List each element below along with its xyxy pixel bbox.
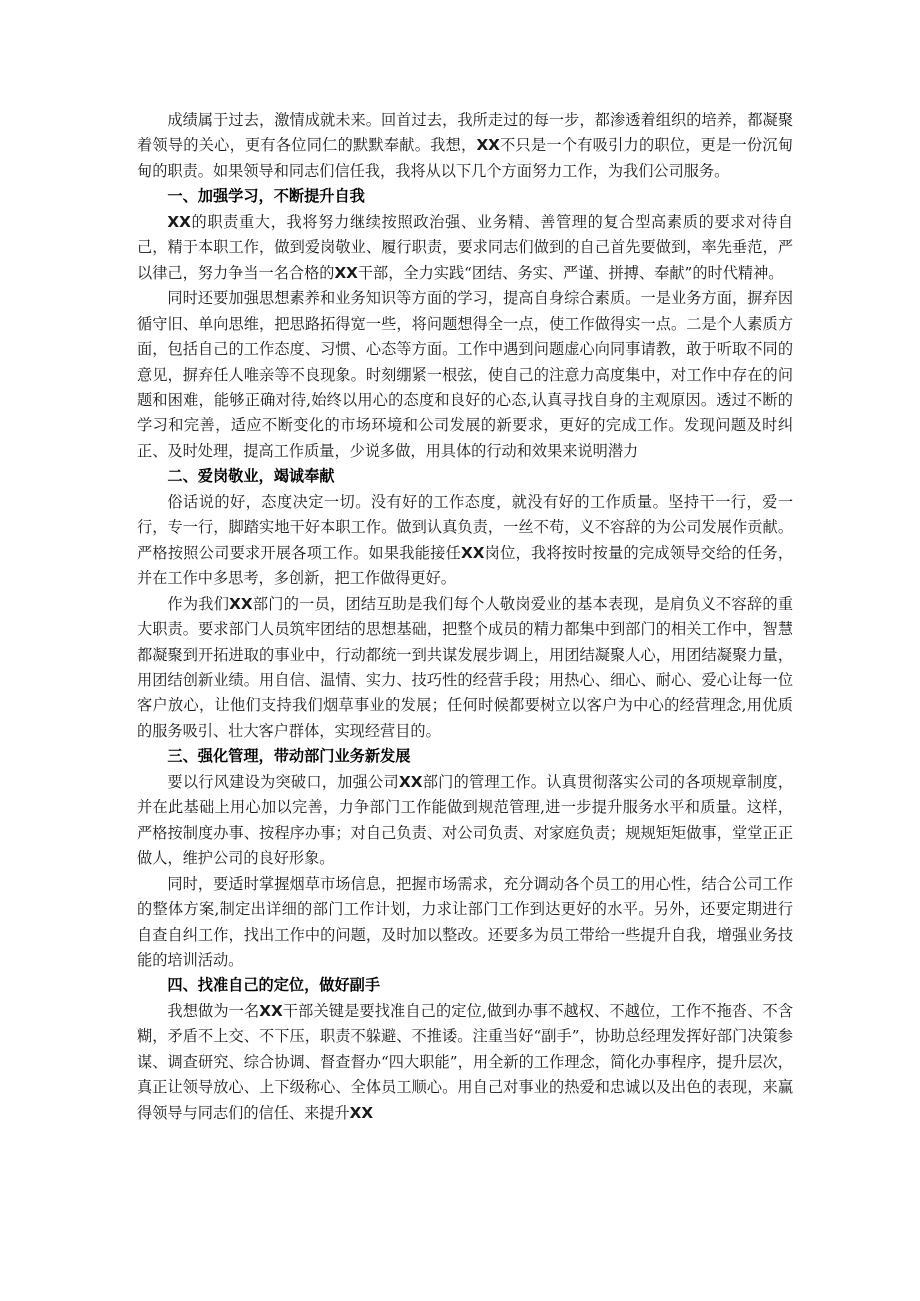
section-heading: 三、强化管理，带动部门业务新发展 bbox=[167, 747, 411, 766]
paragraph: 作为我们XX部门的一员，团结互助是我们每个人敬岗爱业的基本表现，是肩负义不容辞的重大职责。要求部门人员筑牢团结的思想基础，把整个成员的精力都集中到部门的相关工作中，智慧都凝聚到开拓进取的事业中，行动都统一到共谋发展步调上，用团结凝聚人心，用团结凝聚力量，用团结创新业绩。用自信、温情、实力、技巧性的经营手段；用热心、细心、耐心、爱心让每一位客户放心，让他们支持我们烟草事业的发展；任何时候都要树立以客户为中心的经营理念,用优质的服务吸引、壮大客户群体，实现经营目的。 bbox=[137, 594, 794, 740]
placeholder-xx: XX bbox=[399, 772, 423, 791]
placeholder-xx: XX bbox=[461, 543, 485, 562]
placeholder-xx: XX bbox=[334, 263, 358, 282]
section-heading: 一、加强学习，不断提升自我 bbox=[167, 187, 365, 206]
placeholder-xx: XX bbox=[229, 594, 253, 613]
document-body bbox=[137, 108, 793, 1126]
section-heading: 四、找准自己的定位，做好副手 bbox=[167, 976, 381, 995]
paragraph: 要以行风建设为突破口，加强公司XX部门的管理工作。认真贯彻落实公司的各项规章制度，并在此基础上用心加以完善，力争部门工作能做到规范管理,进一步提升服务水平和质量。这样，严格按制度办事、按程序办事；对自己负责、对公司负责、对家庭负责；规规矩矩做事，堂堂正正做人，维护公司的良好形象。 bbox=[137, 772, 794, 868]
placeholder-xx: XX bbox=[167, 212, 191, 231]
paragraph: 我想做为一名XX干部关键是要找准自己的定位,做到办事不越权、不越位，工作不拖沓、不含糊，矛盾不上交、不下压，职责不躲避、不推诿。注重当好“副手”，协助总经理发挥好部门决策参谋、调查研究、综合协调、督查督办“四大职能”，用全新的工作理念，简化办事程序，提升层次，真正让领导放心、上下级称心、全体员工顺心。用自己对事业的热爱和忠诚以及出色的表现，来赢得领导与同志们的信任、来提升XX bbox=[137, 1001, 794, 1122]
placeholder-xx: XX bbox=[349, 1103, 374, 1122]
paragraph: 俗话说的好，态度决定一切。没有好的工作态度，就没有好的工作质量。坚持干一行，爱一行，专一行，脚踏实地干好本职工作。做到认真负责，一丝不苟，义不容辞的为公司发展作贡献。严格按照公司要求开展各项工作。如果我能接任XX岗位，我将按时按量的完成领导交给的任务，并在工作中多思考，多创新，把工作做得更好。 bbox=[137, 492, 794, 588]
placeholder-xx: XX bbox=[259, 1001, 283, 1020]
section-heading: 二、爱岗敬业，竭诚奉献 bbox=[167, 467, 335, 486]
paragraph: 同时，要适时掌握烟草市场信息，把握市场需求，充分调动各个员工的用心性，结合公司工作的整体方案,制定出详细的部门工作计划，力求让部门工作到达更好的水平。另外，还要定期进行自查自纠工作，找出工作中的问题，及时加以整改。还要多为员工带给一些提升自我，增强业务技能的培训活动。 bbox=[137, 874, 793, 969]
paragraph: 成绩属于过去，激情成就未来。回首过去，我所走过的每一步，都渗透着组织的培养，都凝聚着领导的关心，更有各位同仁的默默奉献。我想，XX不只是一个有吸引力的职位，更是一份沉甸甸的职责。如果领导和同志们信任我，我将从以下几个方面努力工作，为我们公司服务。 bbox=[137, 111, 794, 180]
placeholder-xx: XX bbox=[476, 136, 500, 155]
paragraph: XX的职责重大，我将努力继续按照政治强、业务精、善管理的复合型高素质的要求对待自己，精于本职工作，做到爱岗敬业、履行职责，要求同志们做到的自己首先要做到，率先垂范，严以律己，努力争当一名合格的XX干部，全力实践“团结、务实、严谨、拼搏、奉献”的时代精神。 bbox=[137, 212, 793, 282]
paragraph: 同时还要加强思想素养和业务知识等方面的学习，提高自身综合素质。一是业务方面，摒弃因循守旧、单向思维，把思路拓得宽一些，将问题想得全一点，使工作做得实一点。二是个人素质方面，包括自己的工作态度、习惯、心态等方面。工作中遇到问题虚心向同事请教，敢于听取不同的意见，摒弃任人唯亲等不良现象。时刻绷紧一根弦，使自己的注意力高度集中，对工作中存在的问题和困难，能够正确对待,始终以用心的态度和良好的心态,认真寻找自身的主观原因。透过不断的学习和完善，适应不断变化的市场环境和公司发展的新要求，更好的完成工作。发现问题及时纠正、及时处理，提高工作质量，少说多做，用具体的行动和效果来说明潜力 bbox=[137, 289, 793, 460]
